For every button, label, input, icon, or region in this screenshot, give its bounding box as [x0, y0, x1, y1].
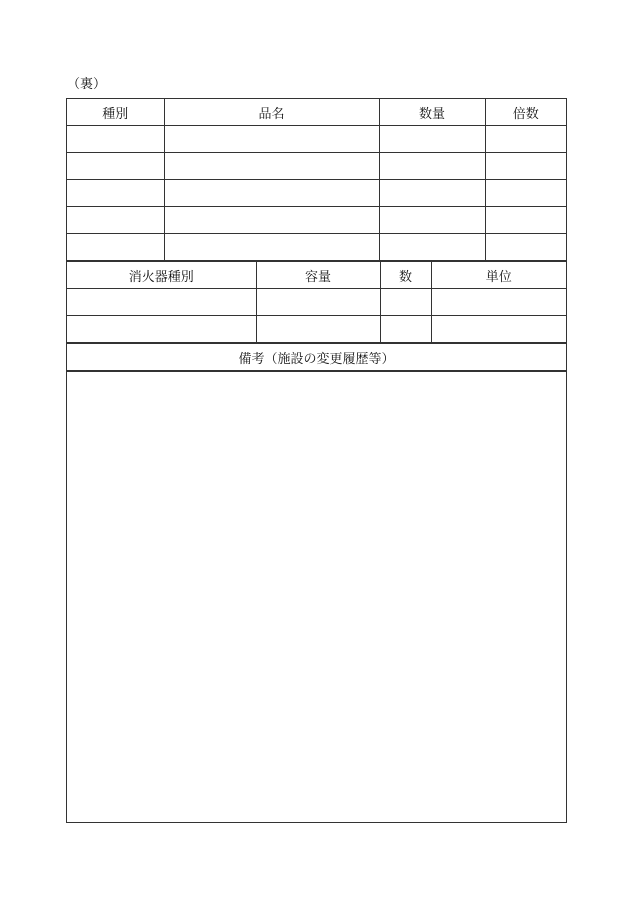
item-name-cell[interactable] — [164, 234, 379, 261]
remarks-header: 備考（施設の変更履歴等） — [67, 344, 566, 371]
type-cell[interactable] — [67, 207, 164, 234]
header-quantity: 数量 — [379, 99, 485, 126]
quantity-cell[interactable] — [379, 180, 485, 207]
header-multiple: 倍数 — [485, 99, 566, 126]
count-cell[interactable] — [380, 289, 431, 316]
header-type: 種別 — [67, 99, 164, 126]
unit-cell[interactable] — [431, 316, 566, 343]
extinguisher-table — [67, 261, 566, 343]
type-cell[interactable] — [67, 126, 164, 153]
extinguisher-row — [67, 316, 566, 343]
item-name-cell[interactable] — [164, 153, 379, 180]
extinguisher-type-cell[interactable] — [67, 316, 256, 343]
hazmat-header-row — [67, 99, 566, 126]
extinguisher-header-row — [67, 262, 566, 289]
hazmat-row — [67, 126, 566, 153]
extinguisher-type-cell[interactable] — [67, 289, 256, 316]
unit-cell[interactable] — [431, 289, 566, 316]
capacity-cell[interactable] — [256, 289, 380, 316]
quantity-cell[interactable] — [379, 153, 485, 180]
multiple-cell[interactable] — [485, 126, 566, 153]
multiple-cell[interactable] — [485, 153, 566, 180]
item-name-cell[interactable] — [164, 207, 379, 234]
multiple-cell[interactable] — [485, 207, 566, 234]
multiple-cell[interactable] — [485, 234, 566, 261]
header-extinguisher-type: 消火器種別 — [67, 262, 256, 289]
header-item-name: 品名 — [164, 99, 379, 126]
item-name-cell[interactable] — [164, 126, 379, 153]
remarks-header-row — [67, 344, 566, 371]
page-side-label: （裏） — [67, 77, 107, 92]
multiple-cell[interactable] — [485, 180, 566, 207]
hazmat-table — [67, 99, 566, 261]
quantity-cell[interactable] — [379, 234, 485, 261]
header-capacity: 容量 — [256, 262, 380, 289]
remarks-header-table — [67, 343, 566, 371]
hazmat-row — [67, 207, 566, 234]
quantity-cell[interactable] — [379, 207, 485, 234]
item-name-cell[interactable] — [164, 180, 379, 207]
hazmat-row — [67, 180, 566, 207]
extinguisher-row — [67, 289, 566, 316]
hazmat-row — [67, 234, 566, 261]
type-cell[interactable] — [67, 234, 164, 261]
quantity-cell[interactable] — [379, 126, 485, 153]
type-cell[interactable] — [67, 153, 164, 180]
remarks-area[interactable] — [67, 371, 566, 827]
header-count: 数 — [380, 262, 431, 289]
record-form — [66, 98, 567, 823]
capacity-cell[interactable] — [256, 316, 380, 343]
header-unit: 単位 — [431, 262, 566, 289]
type-cell[interactable] — [67, 180, 164, 207]
count-cell[interactable] — [380, 316, 431, 343]
hazmat-row — [67, 153, 566, 180]
